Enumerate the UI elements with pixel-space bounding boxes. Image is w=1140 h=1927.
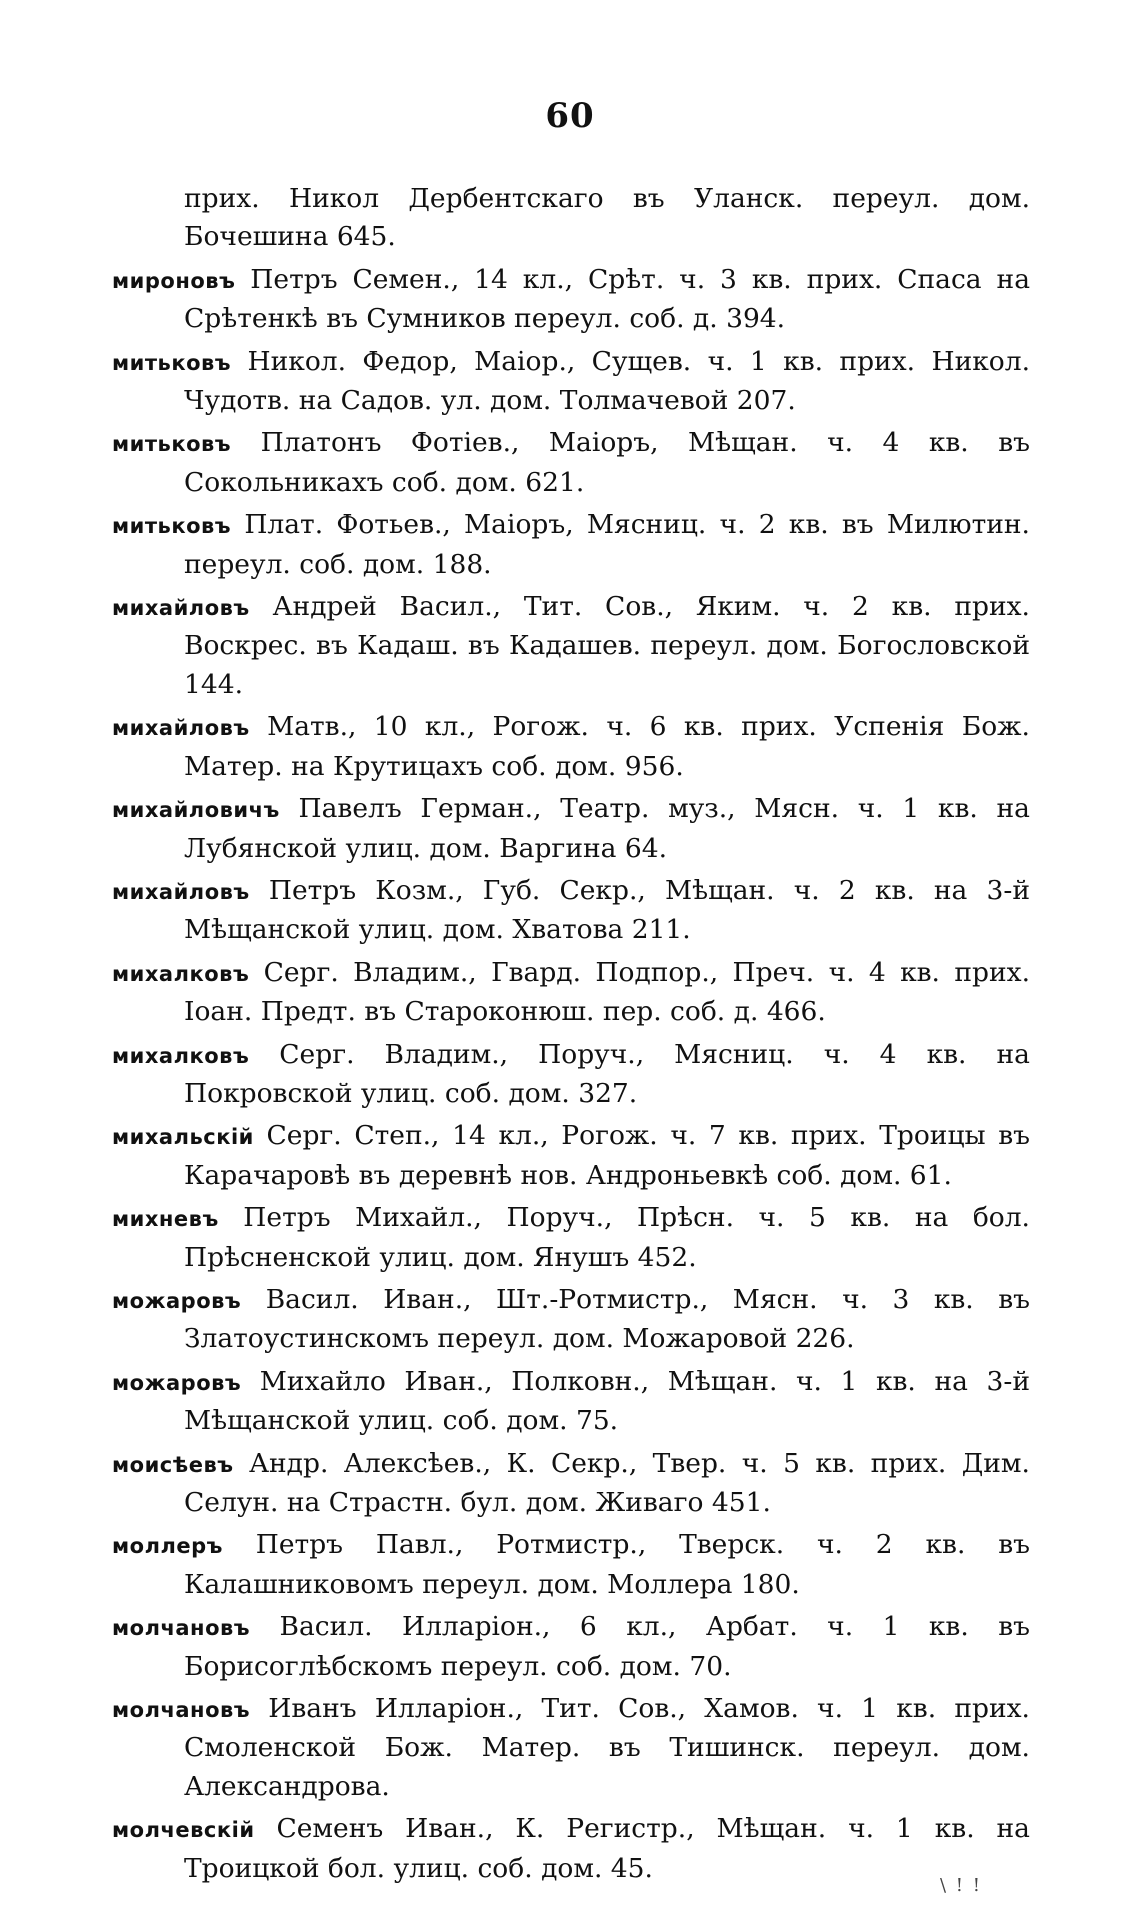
entry-details: Серг. Степ., 14 кл., Рогож. ч. 7 кв. прих. Троицы въ Карачаровѣ въ деревнѣ нов. Андроньевкѣ соб. дом. 61. xyxy=(184,1120,1030,1191)
entry-surname: митьковъ xyxy=(112,432,232,457)
directory-entry xyxy=(112,1810,1030,1888)
entry-surname: михайловъ xyxy=(112,879,250,904)
entry-details: Иванъ Илларіон., Тит. Сов., Хамов. ч. 1 кв. прих. Смоленской Бож. Матер. въ Тишинск. переул. дом. Александрова. xyxy=(184,1693,1030,1802)
entry-details: Петръ Павл., Ротмистр., Тверск. ч. 2 кв. въ Калашниковомъ переул. дом. Моллера 180. xyxy=(184,1529,1030,1600)
directory-entry xyxy=(112,1281,1030,1359)
entry-details: Петръ Козм., Губ. Секр., Мѣщан. ч. 2 кв. на 3-й Мѣщанской улиц. дом. Хватова 211. xyxy=(184,874,1030,946)
entry-details: Васил. Илларіон., 6 кл., Арбат. ч. 1 кв. въ Борисоглѣбскомъ переул. соб. дом. 70. xyxy=(184,1611,1030,1682)
directory-entry xyxy=(112,261,1030,339)
entry-surname: можаровъ xyxy=(112,1370,242,1395)
directory-entry xyxy=(112,1199,1030,1277)
entry-details: Серг. Владим., Поруч., Мясниц. ч. 4 кв. на Покровской улиц. соб. дом. 327. xyxy=(184,1038,1030,1109)
directory-entry xyxy=(112,1117,1030,1195)
directory-entry xyxy=(112,708,1030,786)
entry-details: Васил. Иван., Шт.-Ротмистр., Мясн. ч. 3 кв. въ Златоустинскомъ переул. дом. Можаровой 226. xyxy=(184,1283,1030,1355)
directory-entry xyxy=(112,790,1030,868)
entry-surname: можаровъ xyxy=(112,1288,242,1313)
entry-details: Андр. Алексѣев., К. Секр., Твер. ч. 5 кв. прих. Дим. Селун. на Страстн. бул. дом. Живаго 451. xyxy=(184,1447,1030,1518)
entry-surname: молчановъ xyxy=(112,1698,251,1723)
entry-details: Семенъ Иван., К. Регистр., Мѣщан. ч. 1 кв. на Троицкой бол. улиц. соб. дом. 45. xyxy=(184,1813,1030,1884)
entry-list xyxy=(112,180,1030,1892)
continuation-entry: прих. Никол Дербентскаго въ Уланск. переул. дом. Бочешина 645. xyxy=(184,183,1030,253)
entry-details: Петръ Семен., 14 кл., Срѣт. ч. 3 кв. прих. Спаса на Срѣтенкѣ въ Сумников переул. соб. д. 394. xyxy=(184,263,1030,335)
entry-details: Никол. Федор, Маіор., Сущев. ч. 1 кв. прих. Никол. Чудотв. на Садов. ул. дом. Толмачевой 207. xyxy=(184,345,1030,417)
entry-surname: митьковъ xyxy=(112,514,232,539)
directory-entry xyxy=(112,1526,1030,1604)
page-number: 60 xyxy=(545,96,595,136)
entry-surname: михалковъ xyxy=(112,961,250,986)
entry-surname: моисѣевъ xyxy=(112,1452,234,1477)
directory-entry xyxy=(112,1690,1030,1806)
entry-surname: молчевскій xyxy=(112,1818,255,1843)
entry-details: Платонъ Фотіев., Маіоръ, Мѣщан. ч. 4 кв. въ Сокольникахъ соб. дом. 621. xyxy=(184,427,1030,498)
entry-details: Петръ Михайл., Поруч., Прѣсн. ч. 5 кв. на бол. Прѣсненской улиц. дом. Янушъ 452. xyxy=(184,1202,1030,1273)
directory-entry xyxy=(112,1445,1030,1523)
directory-entry xyxy=(112,506,1030,584)
directory-entry xyxy=(112,343,1030,421)
entry-surname: молчановъ xyxy=(112,1616,251,1641)
entry-surname: михневъ xyxy=(112,1207,219,1232)
directory-entry xyxy=(112,872,1030,950)
directory-entry xyxy=(112,424,1030,502)
directory-entries xyxy=(112,261,1030,1888)
entry-surname: михайловъ xyxy=(112,716,250,741)
entry-surname: мироновъ xyxy=(112,268,236,293)
entry-surname: михайловичъ xyxy=(112,798,280,823)
entry-surname: михалковъ xyxy=(112,1043,250,1068)
entry-details: Плат. Фотьев., Маіоръ, Мясниц. ч. 2 кв. въ Милютин. переул. соб. дом. 188. xyxy=(184,509,1030,580)
directory-entry xyxy=(112,588,1030,704)
directory-entry xyxy=(112,1036,1030,1114)
entry-details: Андрей Васил., Тит. Сов., Яким. ч. 2 кв. прих. Воскрес. въ Кадаш. въ Кадашев. переул. дом. Богословской 144. xyxy=(184,591,1030,700)
entry-surname: михайловъ xyxy=(112,596,250,621)
entry-details: Матв., 10 кл., Рогож. ч. 6 кв. прих. Успенія Бож. Матер. на Крутицахъ соб. дом. 956. xyxy=(184,711,1030,782)
directory-entry xyxy=(112,1363,1030,1441)
print-marks: \ ! ! xyxy=(940,1875,982,1896)
directory-entry xyxy=(112,954,1030,1032)
entry-details: Михайло Иван., Полковн., Мѣщан. ч. 1 кв. на 3-й Мѣщанской улиц. соб. дом. 75. xyxy=(184,1365,1030,1437)
entry-surname: михальскій xyxy=(112,1125,254,1150)
entry-details: Павелъ Герман., Театр. муз., Мясн. ч. 1 кв. на Лубянской улиц. дом. Варгина 64. xyxy=(184,793,1030,864)
entry-details: Серг. Владим., Гвард. Подпор., Преч. ч. 4 кв. прих. Іоан. Предт. въ Староконюш. пер. соб. д. 466. xyxy=(184,956,1030,1028)
entry-surname: моллеръ xyxy=(112,1534,223,1559)
directory-entry xyxy=(112,1608,1030,1686)
entry-surname: митьковъ xyxy=(112,350,232,375)
